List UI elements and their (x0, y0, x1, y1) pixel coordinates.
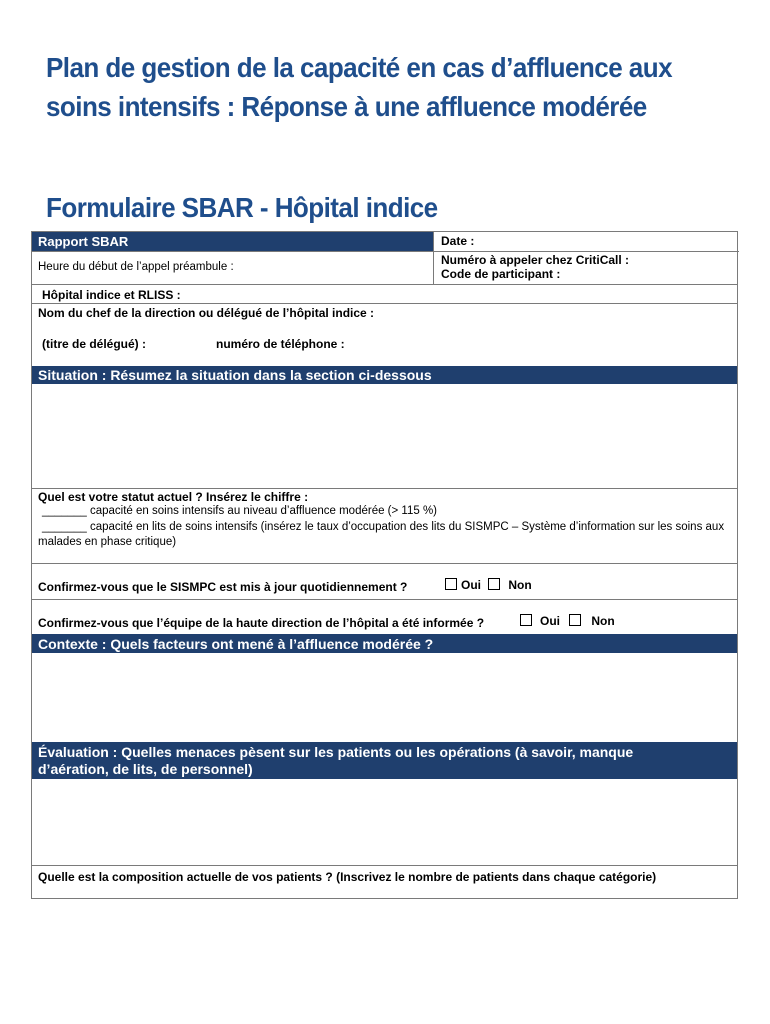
situation-divider (32, 488, 737, 489)
nom-chef-label: Nom du chef de la direction ou délégué de l’hôpital indice : (38, 306, 375, 320)
document-title: Plan de gestion de la capacité en cas d’affluence aux soins intensifs : Réponse à une affluence modérée (46, 52, 673, 122)
contexte-band (32, 634, 737, 653)
top-divider (433, 232, 434, 284)
statut-blank-1[interactable]: _______ (42, 505, 87, 517)
sismpc-options (445, 578, 532, 592)
statut-line-1-text: capacité en soins intensifs au niveau d’affluence modérée (> 115 %) (89, 505, 438, 517)
statut-divider (32, 563, 737, 564)
form-subtitle: Formulaire SBAR - Hôpital indice (46, 192, 438, 223)
code-participant-label: Code de participant : (441, 267, 561, 281)
date-divider (433, 251, 739, 252)
direction-question: Confirmez-vous que l’équipe de la haute direction de l’hôpital a été informée ? (38, 616, 485, 630)
direction-oui-checkbox[interactable] (520, 614, 532, 626)
rapport-divider (32, 251, 433, 252)
statut-line-1 (42, 505, 437, 517)
situation-text-area[interactable] (32, 384, 737, 488)
sismpc-oui-label: Oui (461, 578, 481, 592)
statut-question: Quel est votre statut actuel ? Insérez le chiffre : (38, 490, 309, 504)
statut-line-2 (38, 520, 734, 550)
sismpc-divider (32, 599, 737, 600)
rapport-sbar-band (32, 232, 433, 251)
telephone-label: numéro de téléphone : (216, 337, 345, 351)
titre-delegue-label: (titre de délégué) : (42, 337, 147, 351)
numero-criticall-label: Numéro à appeler chez CritiCall : (441, 253, 630, 267)
evaluation-text-area[interactable] (32, 779, 737, 865)
evaluation-heading: Évaluation : Quelles menaces pèsent sur les patients ou les opérations (à savoir, manque d’aération, de lits, de personnel) (38, 744, 634, 777)
evaluation-band (32, 742, 737, 779)
statut-blank-2[interactable]: _______ (42, 521, 87, 533)
hopital-label: Hôpital indice et RLISS : (42, 288, 181, 302)
direction-options (520, 614, 615, 628)
hopital-divider (32, 303, 737, 304)
top-bottom-divider (32, 284, 737, 285)
direction-non-checkbox[interactable] (569, 614, 581, 626)
composition-question: Quelle est la composition actuelle de vos patients ? (Inscrivez le nombre de patients dans chaque catégorie) (38, 870, 657, 884)
direction-oui-label: Oui (540, 614, 560, 628)
sismpc-non-checkbox[interactable] (488, 578, 500, 590)
contexte-heading: Contexte : Quels facteurs ont mené à l’affluence modérée ? (38, 636, 434, 652)
sismpc-question: Confirmez-vous que le SISMPC est mis à jour quotidiennement ? (38, 580, 408, 594)
situation-band (32, 366, 737, 384)
statut-line-2-text: capacité en lits de soins intensifs (insérez le taux d’occupation des lits du SISMPC – Système d’information sur les soins aux malades en phase critique) (38, 521, 725, 548)
contexte-text-area[interactable] (32, 653, 737, 742)
rapport-sbar-label: Rapport SBAR (38, 234, 129, 249)
situation-heading: Situation : Résumez la situation dans la section ci-dessous (38, 367, 432, 383)
sismpc-non-label: Non (508, 578, 532, 592)
date-label: Date : (441, 234, 475, 248)
sismpc-oui-checkbox[interactable] (445, 578, 457, 590)
sbar-form (31, 231, 738, 899)
direction-non-label: Non (591, 614, 615, 628)
evaluation-divider (32, 865, 737, 866)
heure-label: Heure du début de l’appel préambule : (38, 261, 234, 273)
